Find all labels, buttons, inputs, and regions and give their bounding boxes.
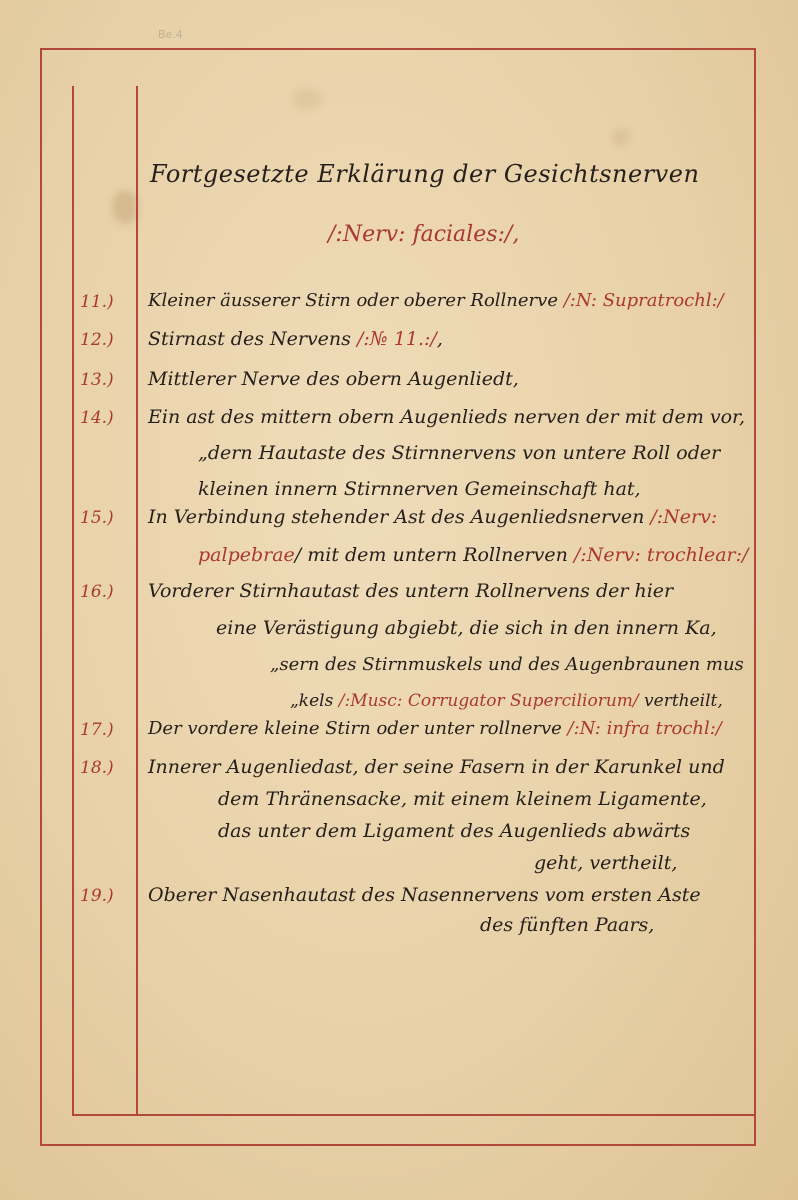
stain bbox=[292, 88, 322, 110]
entry-line bbox=[148, 368, 519, 390]
entry-line bbox=[290, 691, 723, 711]
entry-line bbox=[218, 788, 707, 810]
entry-number: 19.) bbox=[80, 886, 114, 906]
entry-line bbox=[148, 718, 722, 739]
latin-term: /:Musc: Corrugator Superciliorum/ bbox=[338, 691, 639, 711]
entry-line bbox=[270, 654, 744, 675]
margin-line-inner bbox=[136, 86, 138, 1116]
german-text: „dern Hautaste des Stirnnervens von untere Roll oder bbox=[198, 442, 721, 464]
german-text: Kleiner äusserer Stirn oder oberer Rollnerve bbox=[148, 290, 564, 311]
german-text: Vorderer Stirnhautast des untern Rollnervens der hier bbox=[148, 580, 674, 602]
entry-number: 13.) bbox=[80, 370, 114, 390]
border-bottom-inner bbox=[72, 1114, 756, 1116]
german-text: , bbox=[436, 328, 443, 350]
entry-line bbox=[198, 478, 641, 500]
german-text: dem Thränensacke, mit einem kleinem Ligamente, bbox=[218, 788, 707, 810]
entry-number: 15.) bbox=[80, 508, 114, 528]
entry-number: 18.) bbox=[80, 758, 114, 778]
entry-line bbox=[534, 852, 677, 874]
entry-number: 17.) bbox=[80, 720, 114, 740]
pencil-mark: Be.4 bbox=[158, 28, 183, 41]
german-text: „kels bbox=[290, 691, 339, 711]
german-text: eine Verästigung abgiebt, die sich in den innern Ka, bbox=[216, 617, 717, 639]
german-text: Innerer Augenliedast, der seine Fasern in der Karunkel und bbox=[148, 756, 725, 778]
border-right bbox=[754, 48, 756, 1146]
entry-line bbox=[216, 617, 717, 639]
latin-term: /:Nerv: trochlear:/ bbox=[573, 544, 749, 566]
german-text: / mit dem untern Rollnerven bbox=[294, 544, 574, 566]
stain bbox=[612, 128, 630, 146]
border-bottom-outer bbox=[40, 1144, 756, 1146]
entry-line bbox=[148, 884, 701, 906]
stain bbox=[112, 190, 138, 224]
entry-number: 12.) bbox=[80, 330, 114, 350]
latin-term: /:Nerv: bbox=[650, 506, 718, 528]
entry-line bbox=[148, 406, 745, 428]
entry-line bbox=[198, 442, 720, 464]
entry-line bbox=[148, 756, 725, 778]
latin-term: palpebrae bbox=[198, 544, 295, 566]
entry-line bbox=[198, 544, 748, 566]
page-subtitle: /:Nerv: faciales:/, bbox=[328, 222, 520, 247]
entry-number: 14.) bbox=[80, 408, 114, 428]
german-text: „sern des Stirnmuskels und des Augenbraunen mus bbox=[270, 654, 744, 675]
page-title: Fortgesetzte Erklärung der Gesichtsnerven bbox=[150, 160, 700, 188]
german-text: Mittlerer Nerve des obern Augenliedt, bbox=[148, 368, 519, 390]
german-text: geht, vertheilt, bbox=[534, 852, 678, 874]
german-text: vertheilt, bbox=[638, 691, 723, 711]
german-text: Ein ast des mittern obern Augenlieds nerven der mit dem vor, bbox=[148, 406, 746, 428]
margin-line-left bbox=[72, 86, 74, 1116]
german-text: das unter dem Ligament des Augenlieds abwärts bbox=[218, 820, 691, 842]
entry-line bbox=[148, 506, 717, 528]
german-text: kleinen innern Stirnnerven Gemeinschaft hat, bbox=[198, 478, 641, 500]
latin-term: /:N: infra trochl:/ bbox=[567, 718, 722, 739]
entry-line bbox=[148, 328, 443, 350]
latin-term: /:№ 11.:/ bbox=[356, 328, 437, 350]
latin-term: /:N: Supratrochl:/ bbox=[563, 290, 724, 311]
german-text: Oberer Nasenhautast des Nasennervens vom ersten Aste bbox=[148, 884, 701, 906]
entry-line bbox=[218, 820, 690, 842]
german-text: Stirnast des Nervens bbox=[148, 328, 357, 350]
entry-line bbox=[480, 914, 654, 936]
entry-line bbox=[148, 580, 673, 602]
entry-line bbox=[148, 290, 724, 311]
german-text: Der vordere kleine Stirn oder unter rollnerve bbox=[148, 718, 568, 739]
german-text: In Verbindung stehender Ast des Augenliedsnerven bbox=[148, 506, 651, 528]
entry-number: 16.) bbox=[80, 582, 114, 602]
german-text: des fünften Paars, bbox=[480, 914, 655, 936]
entry-number: 11.) bbox=[80, 292, 114, 312]
border-top bbox=[40, 48, 756, 50]
border-left-outer bbox=[40, 48, 42, 1146]
